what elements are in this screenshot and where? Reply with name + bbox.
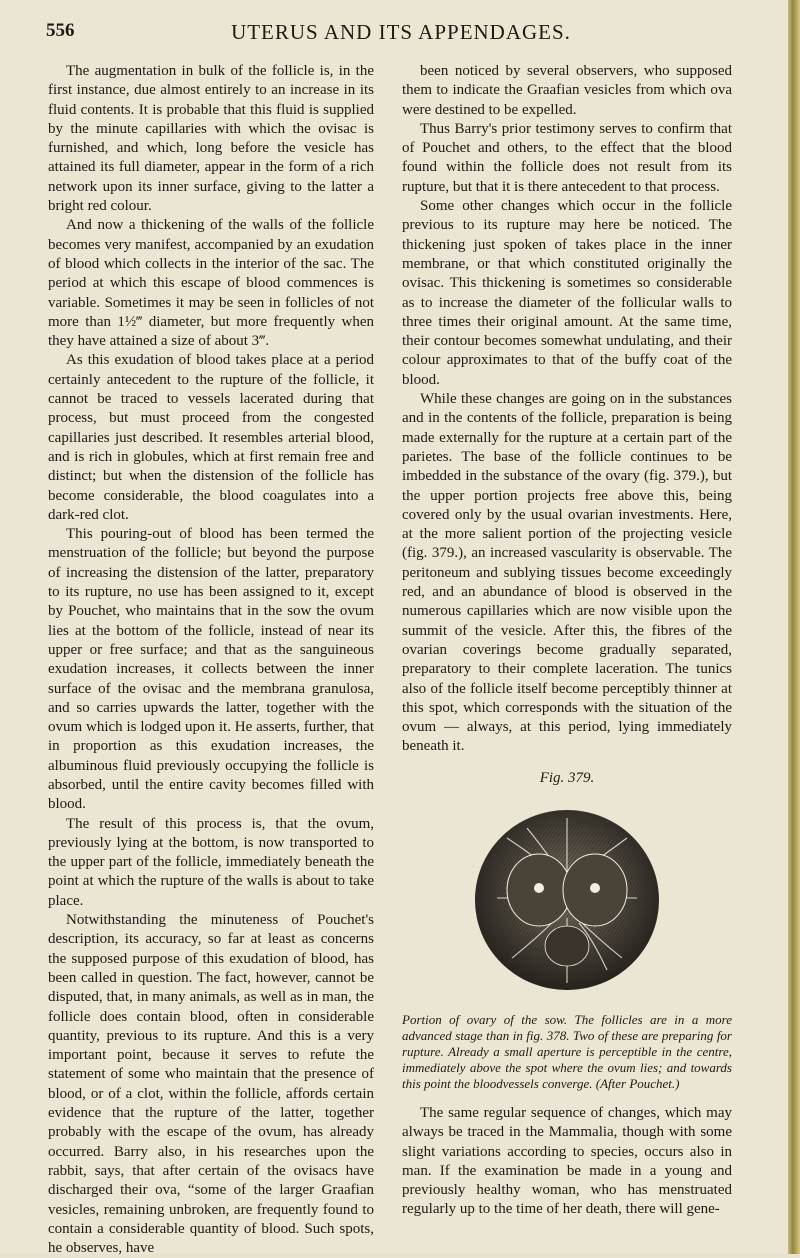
ovary-engraving	[467, 798, 667, 998]
right-column	[402, 62, 732, 1220]
paragraph: This pouring-out of blood has been termed the menstruation of the follicle; but beyond the purpose of increasing the distension of the latter, preparatory to its rupture, no use has been assigned to it, except by Pouchet, who maintains that in the sow the ovum lies at the bottom of the follicle, instead of near its upper or free surface; and that as the sanguineous exudation increases, it collects between the inner surface of the ovisac and the membrana granulosa, and so carries upwards the latter, together with the ovum which is lodged upon it. He asserts, further, that in proportion as this exudation increases, the albuminous fluid previously occupying the follicle is absorbed, until the entire cavity becomes filled with blood.	[48, 526, 374, 813]
running-head: UTERUS AND ITS APPENDAGES.	[231, 20, 571, 44]
paragraph: The augmentation in bulk of the follicle is, in the first instance, due almost entirely to an increase in its fluid contents. It is probable that this fluid is supplied by the minute capillaries with which the ovisac is furnished, and which, long before the vesicle has attained its full diameter, appear in the form of a rich network upon its inner surface, giving to the latter a bright red colour.	[48, 63, 374, 215]
paragraph: Thus Barry's prior testimony serves to confirm that of Pouchet and others, to the effect that the blood found within the follicle does not result from its rupture, but that it is there antecedent to that process.	[402, 120, 732, 195]
paragraph: been noticed by several observers, who supposed them to indicate the Graafian vesicles from which ova were destined to be expelled.	[402, 63, 732, 118]
page-header	[46, 20, 756, 50]
follicle-small	[545, 926, 589, 966]
paragraph: The result of this process is, that the ovum, previously lying at the bottom, is now transported to the upper part of the follicle, immediately beneath the point at which the rupture of the walls is about to take place.	[48, 815, 374, 909]
paragraph: And now a thickening of the walls of the follicle becomes very manifest, accompanied by an exudation of blood which collects in the interior of the sac. The period at which this escape of blood commences is variable. Sometimes it may be seen in follicles of not more than 1½‴ diameter, but more frequently when they have attained a size of about 3‴.	[48, 217, 374, 350]
paragraph: As this exudation of blood takes place at a period certainly antecedent to the rupture of the follicle, it cannot be traced to vessels lacerated during that process, but must proceed from the congested capillaries just described. It resembles arterial blood, and is rich in globules, which at first remain free and distinct; but when the distension of the follicle has become considerable, the blood coagulates into a dark-red clot.	[48, 352, 374, 523]
page-edge	[788, 0, 800, 1254]
figure-label: Fig. 379.	[539, 769, 595, 786]
page-number: 556	[46, 20, 75, 41]
paragraph: While these changes are going on in the substances and in the contents of the follicle, preparation is being made externally for the rupture at a certain part of the parietes. The base of the follicle continues to be imbedded in the substance of the ovary (fig. 379.), but the upper portion projects free above this, being covered only by the usual ovarian investments. Here, at the more salient portion of the projecting vesicle (fig. 379.), an increased vascularity is observable. The peritoneum and sublying tissues become exceedingly red, and an abundance of blood is observed in the numerous capillaries which are now visible upon the summit of the vesicle. After this, the fibres of the ovarian coverings become gradually separated, preparatory to their complete laceration. The tunics also of the follicle itself become perceptibly thinner at this spot, which corresponds with the situation of the ovum — always, at this period, lying immediately beneath it.	[402, 391, 732, 755]
figure-caption: Portion of ovary of the sow. The follicles are in a more advanced stage than in fig. 378. Two of these are preparing for rupture. Already a small aperture is perceptible in the centre, immediately above the spot where the ovum lies; and towards this point the bloodvessels converge. (After Pouchet.)	[402, 1011, 732, 1091]
aperture-left	[534, 883, 544, 893]
paragraph: The same regular sequence of changes, which may always be traced in the Mammalia, though with some slight variations according to species, occurs also in man. If the examination be made in a young and previously healthy woman, who has menstruated regularly up to the time of her death, there will gene-	[402, 1104, 732, 1218]
aperture-right	[590, 883, 600, 893]
ovary-illustration	[467, 798, 667, 998]
paragraph: Notwithstanding the minuteness of Pouchet's description, its accuracy, so far at least as concerns the supposed purpose of this exudation of blood, has been called in question. The fact, however, cannot be disputed, that, in many animals, as well as in man, the follicle does contain blood, often in considerable quantity, previous to its rupture. And this is a very important point, because it serves to refute the statement of some who maintain that the presence of blood, or of a clot, within the follicle, affords certain evidence that the rupture of the latter, together probably with the escape of the ovum, has already occurred. Barry also, in his researches upon the rabbit, says, that after certain of the ovisacs have discharged their ova, “some of the larger Graafian vesicles, remaining unbroken, are frequently found to contain a considerable quantity of blood. Such spots, he observes, have	[48, 912, 374, 1257]
left-column	[48, 62, 374, 1258]
paragraph: Some other changes which occur in the follicle previous to its rupture may here be noticed. The thickening just spoken of takes place in the inner membrane, or that which constituted originally the ovisac. This thickening is sometimes so considerable as to increase the diameter of the follicular walls to three times their original amount. At the same time, their contour becomes somewhat undulating, and their colour approximates to that of the buffy coat of the blood.	[402, 198, 732, 388]
